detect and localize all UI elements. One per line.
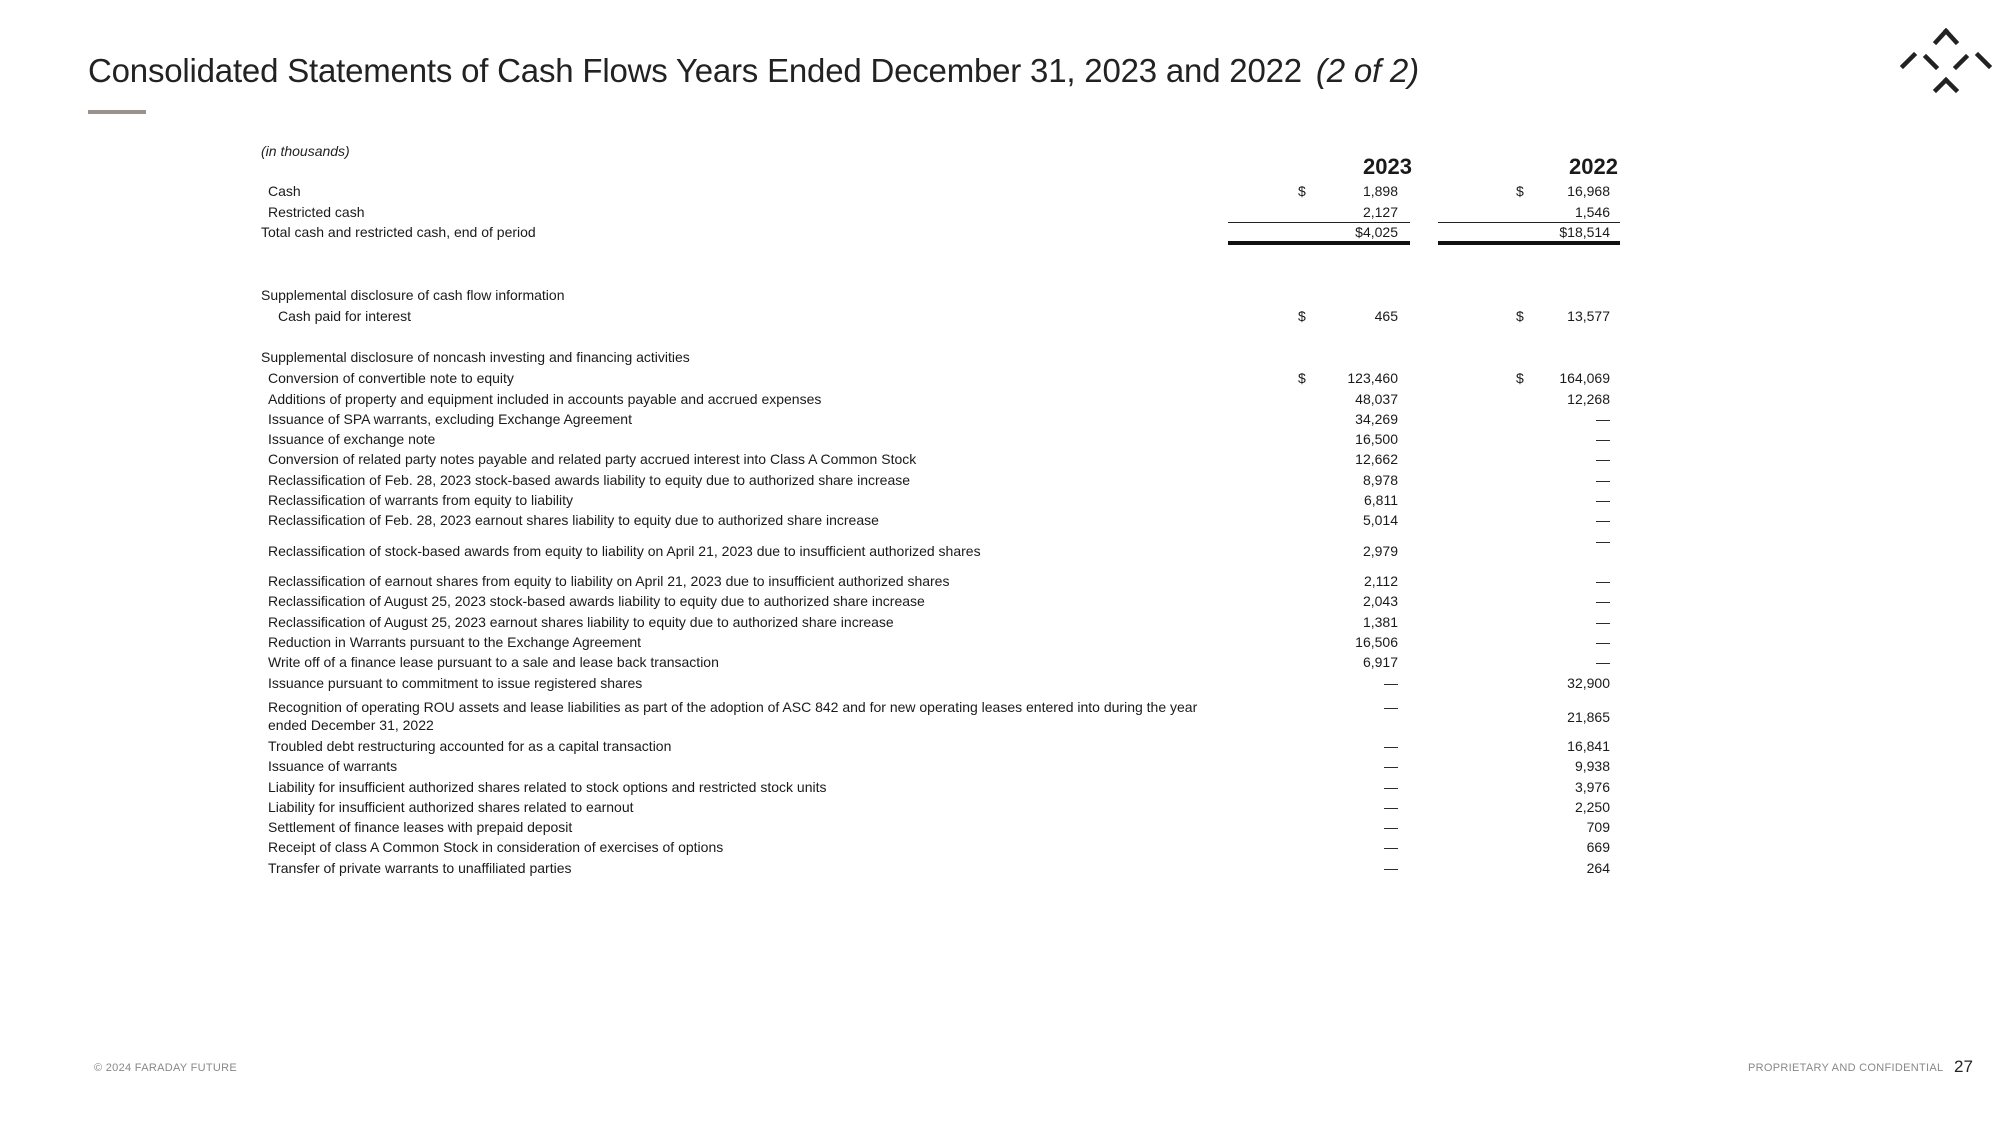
value-2023: — <box>1384 675 1398 691</box>
row-label: Liability for insufficient authorized shares related to stock options and restricted stock units <box>268 779 827 795</box>
table-row <box>0 698 2000 738</box>
table-row <box>0 450 2000 468</box>
value-2022: — <box>1596 573 1610 589</box>
section-header <box>0 286 2000 304</box>
row-label: Reclassification of Feb. 28, 2023 earnout shares liability to equity due to authorized share increase <box>268 512 879 528</box>
value-2023: $4,025 <box>1355 224 1398 240</box>
value-2022: 709 <box>1586 819 1610 835</box>
value-2023: — <box>1384 738 1398 754</box>
value-2022: — <box>1596 654 1610 670</box>
value-2023: 6,917 <box>1362 654 1398 670</box>
value-2022: — <box>1596 472 1610 488</box>
value-2023: — <box>1384 758 1398 774</box>
table-row <box>0 572 2000 590</box>
value-2022: 669 <box>1586 839 1610 855</box>
table-row <box>0 859 2000 877</box>
table-row <box>0 491 2000 509</box>
value-2022: 13,577 <box>1567 308 1610 324</box>
table-row <box>0 592 2000 610</box>
row-label: Reclassification of stock-based awards from equity to liability on April 21, 2023 due to insufficient authorized shares <box>268 543 981 559</box>
section-title: Supplemental disclosure of cash flow information <box>261 287 565 303</box>
value-2023: — <box>1384 779 1398 795</box>
row-label: Issuance pursuant to commitment to issue registered shares <box>268 675 643 691</box>
value-2022: — <box>1596 533 1610 549</box>
value-2023: 1,898 <box>1362 183 1398 199</box>
table-row <box>0 757 2000 775</box>
row-label: Recognition of operating ROU assets and lease liabilities as part of the adoption of ASC 842 and for new operating leases entered into during the year ended December 31, 2022 <box>268 699 1198 733</box>
dollar-sign: $ <box>1298 370 1306 386</box>
value-2023: — <box>1384 860 1398 876</box>
row-label: Troubled debt restructuring accounted for as a capital transaction <box>268 738 672 754</box>
value-2023: 5,014 <box>1362 512 1398 528</box>
dollar-sign: $ <box>1298 308 1306 324</box>
row-label: Liability for insufficient authorized shares related to earnout <box>268 799 634 815</box>
table-row <box>0 737 2000 755</box>
row-label: Reclassification of earnout shares from equity to liability on April 21, 2023 due to insufficient authorized shares <box>268 573 950 589</box>
value-2022: — <box>1596 492 1610 508</box>
row-label: Issuance of SPA warrants, excluding Exchange Agreement <box>268 411 632 427</box>
value-2022: — <box>1596 411 1610 427</box>
page-number: 27 <box>1954 1057 1973 1076</box>
faraday-future-logo-icon <box>1898 26 1994 96</box>
row-label: Issuance of warrants <box>268 758 398 774</box>
row-label: Reclassification of August 25, 2023 earnout shares liability to equity due to authorized share increase <box>268 614 894 630</box>
table-row <box>0 471 2000 489</box>
table-row <box>0 653 2000 671</box>
row-label: Reclassification of Feb. 28, 2023 stock-based awards liability to equity due to authorized share increase <box>268 472 911 488</box>
value-2022: $18,514 <box>1559 224 1610 240</box>
row-label: Write off of a finance lease pursuant to a sale and lease back transaction <box>268 654 719 670</box>
table-row <box>0 390 2000 408</box>
row-label: Reclassification of warrants from equity to liability <box>268 492 574 508</box>
value-2023: 2,127 <box>1362 204 1398 220</box>
table-row <box>0 778 2000 796</box>
value-2022: — <box>1596 614 1610 630</box>
table-row <box>0 369 2000 387</box>
dollar-sign: $ <box>1516 183 1524 199</box>
value-2023: 12,662 <box>1355 451 1398 467</box>
row-label: Settlement of finance leases with prepaid deposit <box>268 819 573 835</box>
value-2023: — <box>1384 839 1398 855</box>
dollar-sign: $ <box>1516 308 1524 324</box>
total-rule <box>1228 241 1410 245</box>
value-2023: 16,500 <box>1355 431 1398 447</box>
row-label: Conversion of related party notes payable and related party accrued interest into Class A Common Stock <box>268 451 917 467</box>
value-2023: 6,811 <box>1364 492 1398 508</box>
section-title: Supplemental disclosure of noncash investing and financing activities <box>261 349 690 365</box>
value-2023: 2,043 <box>1362 593 1398 609</box>
row-label: Reclassification of August 25, 2023 stock-based awards liability to equity due to authorized share increase <box>268 593 925 609</box>
units-note: (in thousands) <box>261 143 350 159</box>
row-label: Receipt of class A Common Stock in consideration of exercises of options <box>268 839 724 855</box>
value-2023: — <box>1384 819 1398 835</box>
row-label: Issuance of exchange note <box>268 431 436 447</box>
row-label: Reduction in Warrants pursuant to the Exchange Agreement <box>268 634 642 650</box>
value-2023: 8,978 <box>1362 472 1398 488</box>
table-row <box>0 307 2000 325</box>
year-header-2023: 2023 <box>1363 154 1412 179</box>
value-2023: 48,037 <box>1355 391 1398 407</box>
value-2022: — <box>1596 431 1610 447</box>
table-row <box>0 511 2000 529</box>
table-row <box>0 203 2000 221</box>
value-2022: — <box>1596 593 1610 609</box>
row-label: Cash <box>268 183 301 199</box>
footer-confidential: PROPRIETARY AND CONFIDENTIAL <box>1748 1062 1944 1074</box>
value-2022: 16,968 <box>1567 183 1610 199</box>
value-2023: — <box>1384 699 1398 715</box>
value-2023: 2,112 <box>1364 573 1398 589</box>
row-label: Cash paid for interest <box>278 308 412 324</box>
total-rule <box>1438 241 1620 245</box>
value-2022: — <box>1596 512 1610 528</box>
value-2023: — <box>1384 799 1398 815</box>
value-2022: 3,976 <box>1574 779 1610 795</box>
value-2022: 1,546 <box>1574 204 1610 220</box>
title-text: Consolidated Statements of Cash Flows Years Ended December 31, 2023 and 2022 <box>88 52 1302 89</box>
title-subtitle: (2 of 2) <box>1315 52 1419 89</box>
row-label: Conversion of convertible note to equity <box>268 370 514 386</box>
value-2022: 264 <box>1586 860 1610 876</box>
table-row <box>0 430 2000 448</box>
table-row <box>0 223 2000 241</box>
table-row <box>0 674 2000 692</box>
value-2022: 9,938 <box>1574 758 1610 774</box>
page-title <box>88 52 1419 90</box>
dollar-sign: $ <box>1298 183 1306 199</box>
footer-copyright: © 2024 FARADAY FUTURE <box>94 1062 237 1074</box>
value-2022: 164,069 <box>1559 370 1610 386</box>
table-row <box>0 182 2000 200</box>
value-2022: — <box>1596 634 1610 650</box>
table-row <box>0 633 2000 651</box>
table-row <box>0 818 2000 836</box>
section-header <box>0 348 2000 366</box>
value-2022: 21,865 <box>1567 709 1610 725</box>
dollar-sign: $ <box>1516 370 1524 386</box>
table-row <box>0 798 2000 816</box>
value-2023: 1,381 <box>1362 614 1398 630</box>
year-header-2022: 2022 <box>1569 154 1618 179</box>
value-2023: 34,269 <box>1355 411 1398 427</box>
table-row <box>0 410 2000 428</box>
value-2023: 2,979 <box>1362 543 1398 559</box>
value-2022: 16,841 <box>1567 738 1610 754</box>
value-2022: 2,250 <box>1574 799 1610 815</box>
row-label: Restricted cash <box>268 204 365 220</box>
title-underline <box>88 110 146 114</box>
row-label: Total cash and restricted cash, end of period <box>261 224 536 240</box>
table-row <box>0 613 2000 631</box>
value-2023: 123,460 <box>1347 370 1398 386</box>
value-2022: 32,900 <box>1567 675 1610 691</box>
row-label: Transfer of private warrants to unaffiliated parties <box>268 860 572 876</box>
value-2023: 16,506 <box>1355 634 1398 650</box>
value-2023: 465 <box>1374 308 1398 324</box>
value-2022: 12,268 <box>1567 391 1610 407</box>
row-label: Additions of property and equipment included in accounts payable and accrued expenses <box>268 391 822 407</box>
table-row <box>0 533 2000 560</box>
table-row <box>0 838 2000 856</box>
value-2022: — <box>1596 451 1610 467</box>
